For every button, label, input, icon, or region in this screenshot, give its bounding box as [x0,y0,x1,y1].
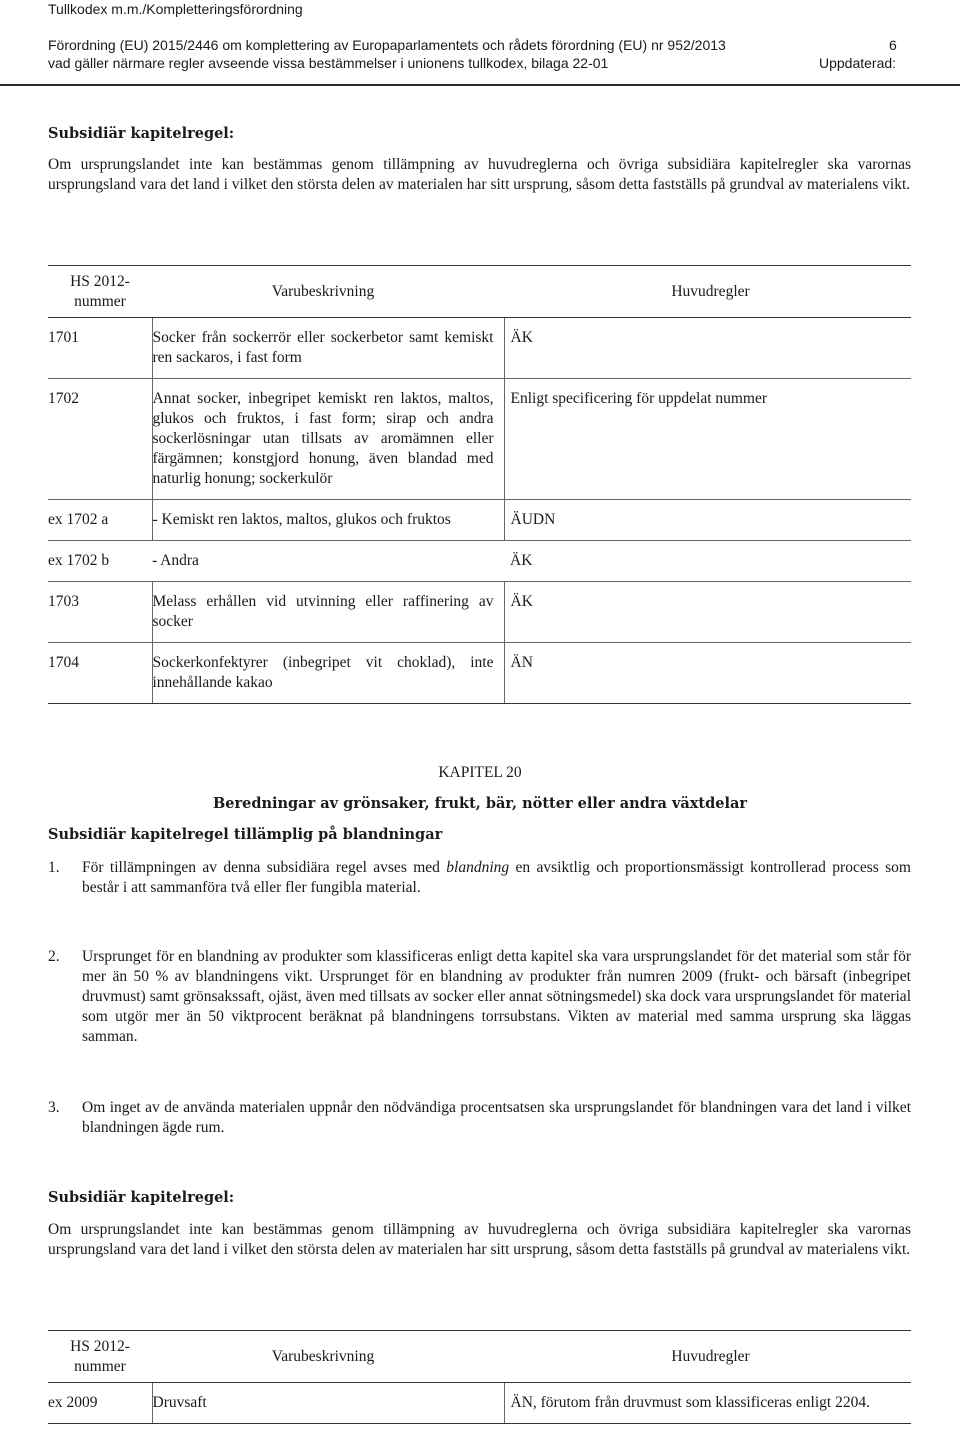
item-number: 2. [48,948,60,965]
page-header [0,0,960,86]
goods-description: Druvsaft [152,1383,504,1424]
col-header-hs-line1: HS 2012- [70,272,130,290]
table-row [48,643,911,704]
main-rule: Enligt specificering för uppdelat nummer [504,379,911,500]
table-row [48,379,911,500]
updated-label: Uppdaterad: [819,55,897,71]
item-number: 3. [48,1099,60,1116]
goods-description: Socker från sockerrör eller sockerbetor samt kemiskt ren sackaros, i fast form [152,318,504,379]
header-divider [0,84,960,86]
goods-description: - Andra [152,541,504,582]
residual-rule-heading: Subsidiär kapitelregel: [48,125,235,142]
goods-description: Sockerkonfektyrer (inbegripet vit choklad), inte innehållande kakao [152,643,504,704]
item-text-emphasis: blandning [446,859,510,876]
residual-rule-text: Om ursprungslandet inte kan bestämmas genom tillämpning av huvudreglerna och övriga subsidiära kapitelregler ska varornas ursprungsland vara det land i vilket den största delen av materialen har sitt ursprung, såsom detta fastställs på grundval av materialens vikt. [48,156,911,193]
col-header-hs [48,266,152,318]
item-text: Ursprunget för en blandning av produkter som klassificeras enligt detta kapitel ska vara ursprungslandet för det material som står för mer än 50 % av blandningens vikt. Ursprunget för en blandning av produkter från numren 2009 (frukt- och bärsaft (inbegripet druvmust) samt grönsakssaft, ojäst, även med tillsats av socker eller annat sötningsmedel) ska dock vara ursprungslandet för material som utgör mer än 50 viktprocent beräknat på blandningens torrsubstans. Vikten av material med samma ursprung ska läggas samman. [82,948,911,1045]
hs-code: 1704 [48,643,152,704]
main-rule: ÄN, förutom från druvmust som klassificeras enligt 2204. [504,1383,911,1424]
document-title-line-1: Förordning (EU) 2015/2446 om komplettering av Europaparlamentets och rådets förordning (EU) nr 952/2013 [48,37,726,53]
col-header-hs-line2: nummer [74,292,126,310]
hs-code: ex 1702 b [48,541,152,582]
goods-description: Annat socker, inbegripet kemiskt ren laktos, maltos, glukos och fruktos, i fast form; sirap och andra sockerlösningar utan tillsats av aromämnen eller färgämnen; konstgjord honung, även blandad med naturlig honung; sockerkulör [152,379,504,500]
col-header-hs [48,1331,152,1383]
col-header-rules: Huvudregler [504,1331,911,1383]
table-row [48,541,911,582]
mixture-rule-item-3 [48,1098,911,1138]
col-header-description: Varubeskrivning [152,266,504,318]
col-header-hs-line2: nummer [74,1357,126,1375]
hs-code: ex 2009 [48,1383,152,1424]
breadcrumb: Tullkodex m.m./Kompletteringsförordning [48,1,303,17]
origin-rules-table-2 [48,1330,911,1424]
document-title-line-2: vad gäller närmare regler avseende vissa bestämmelser i unionens tullkodex, bilaga 22-01 [48,55,609,71]
goods-description: - Kemiskt ren laktos, maltos, glukos och fruktos [152,500,504,541]
residual-rule-text-2: Om ursprungslandet inte kan bestämmas genom tillämpning av huvudreglerna och övriga subsidiära kapitelregler ska varornas ursprungsland vara det land i vilket den största delen av materialen har sitt ursprung, såsom detta fastställs på grundval av materialens vikt. [48,1221,911,1258]
origin-rules-table-1 [48,265,911,704]
main-rule: ÄK [504,541,911,582]
main-rule: ÄK [504,582,911,643]
chapter-title: Beredningar av grönsaker, frukt, bär, nötter eller andra växtdelar [212,795,748,812]
page-number: 6 [889,37,897,53]
residual-rule-heading-2: Subsidiär kapitelregel: [48,1189,235,1206]
mixture-rule-heading: Subsidiär kapitelregel tillämplig på blandningar [48,826,443,843]
main-rule: ÄUDN [504,500,911,541]
hs-code: 1703 [48,582,152,643]
main-rule: ÄN [504,643,911,704]
hs-code: ex 1702 a [48,500,152,541]
col-header-description: Varubeskrivning [152,1331,504,1383]
item-text [82,858,911,898]
col-header-rules: Huvudregler [504,266,911,318]
mixture-rule-item-1 [48,858,911,898]
hs-code: 1701 [48,318,152,379]
item-text: Om inget av de använda materialen uppnår den nödvändiga procentsatsen ska ursprungslandet för blandningen vara det land i vilket blandningen ägde rum. [82,1099,911,1136]
item-number: 1. [48,859,60,876]
item-text-part: För tillämpningen av denna subsidiära regel avses med [82,859,447,876]
chapter-label: KAPITEL 20 [438,764,522,781]
mixture-rule-item-2 [48,947,911,1047]
hs-code: 1702 [48,379,152,500]
table-row [48,1383,911,1424]
col-header-hs-line1: HS 2012- [70,1337,130,1355]
table-row [48,582,911,643]
goods-description: Melass erhållen vid utvinning eller raffinering av socker [152,582,504,643]
table-row [48,500,911,541]
item-text-part: en avsiktlig och proportionsmässigt kontrollerad process som består i att sammanföra två eller fler fungibla material. [82,859,911,896]
main-rule: ÄK [504,318,911,379]
table-row [48,318,911,379]
